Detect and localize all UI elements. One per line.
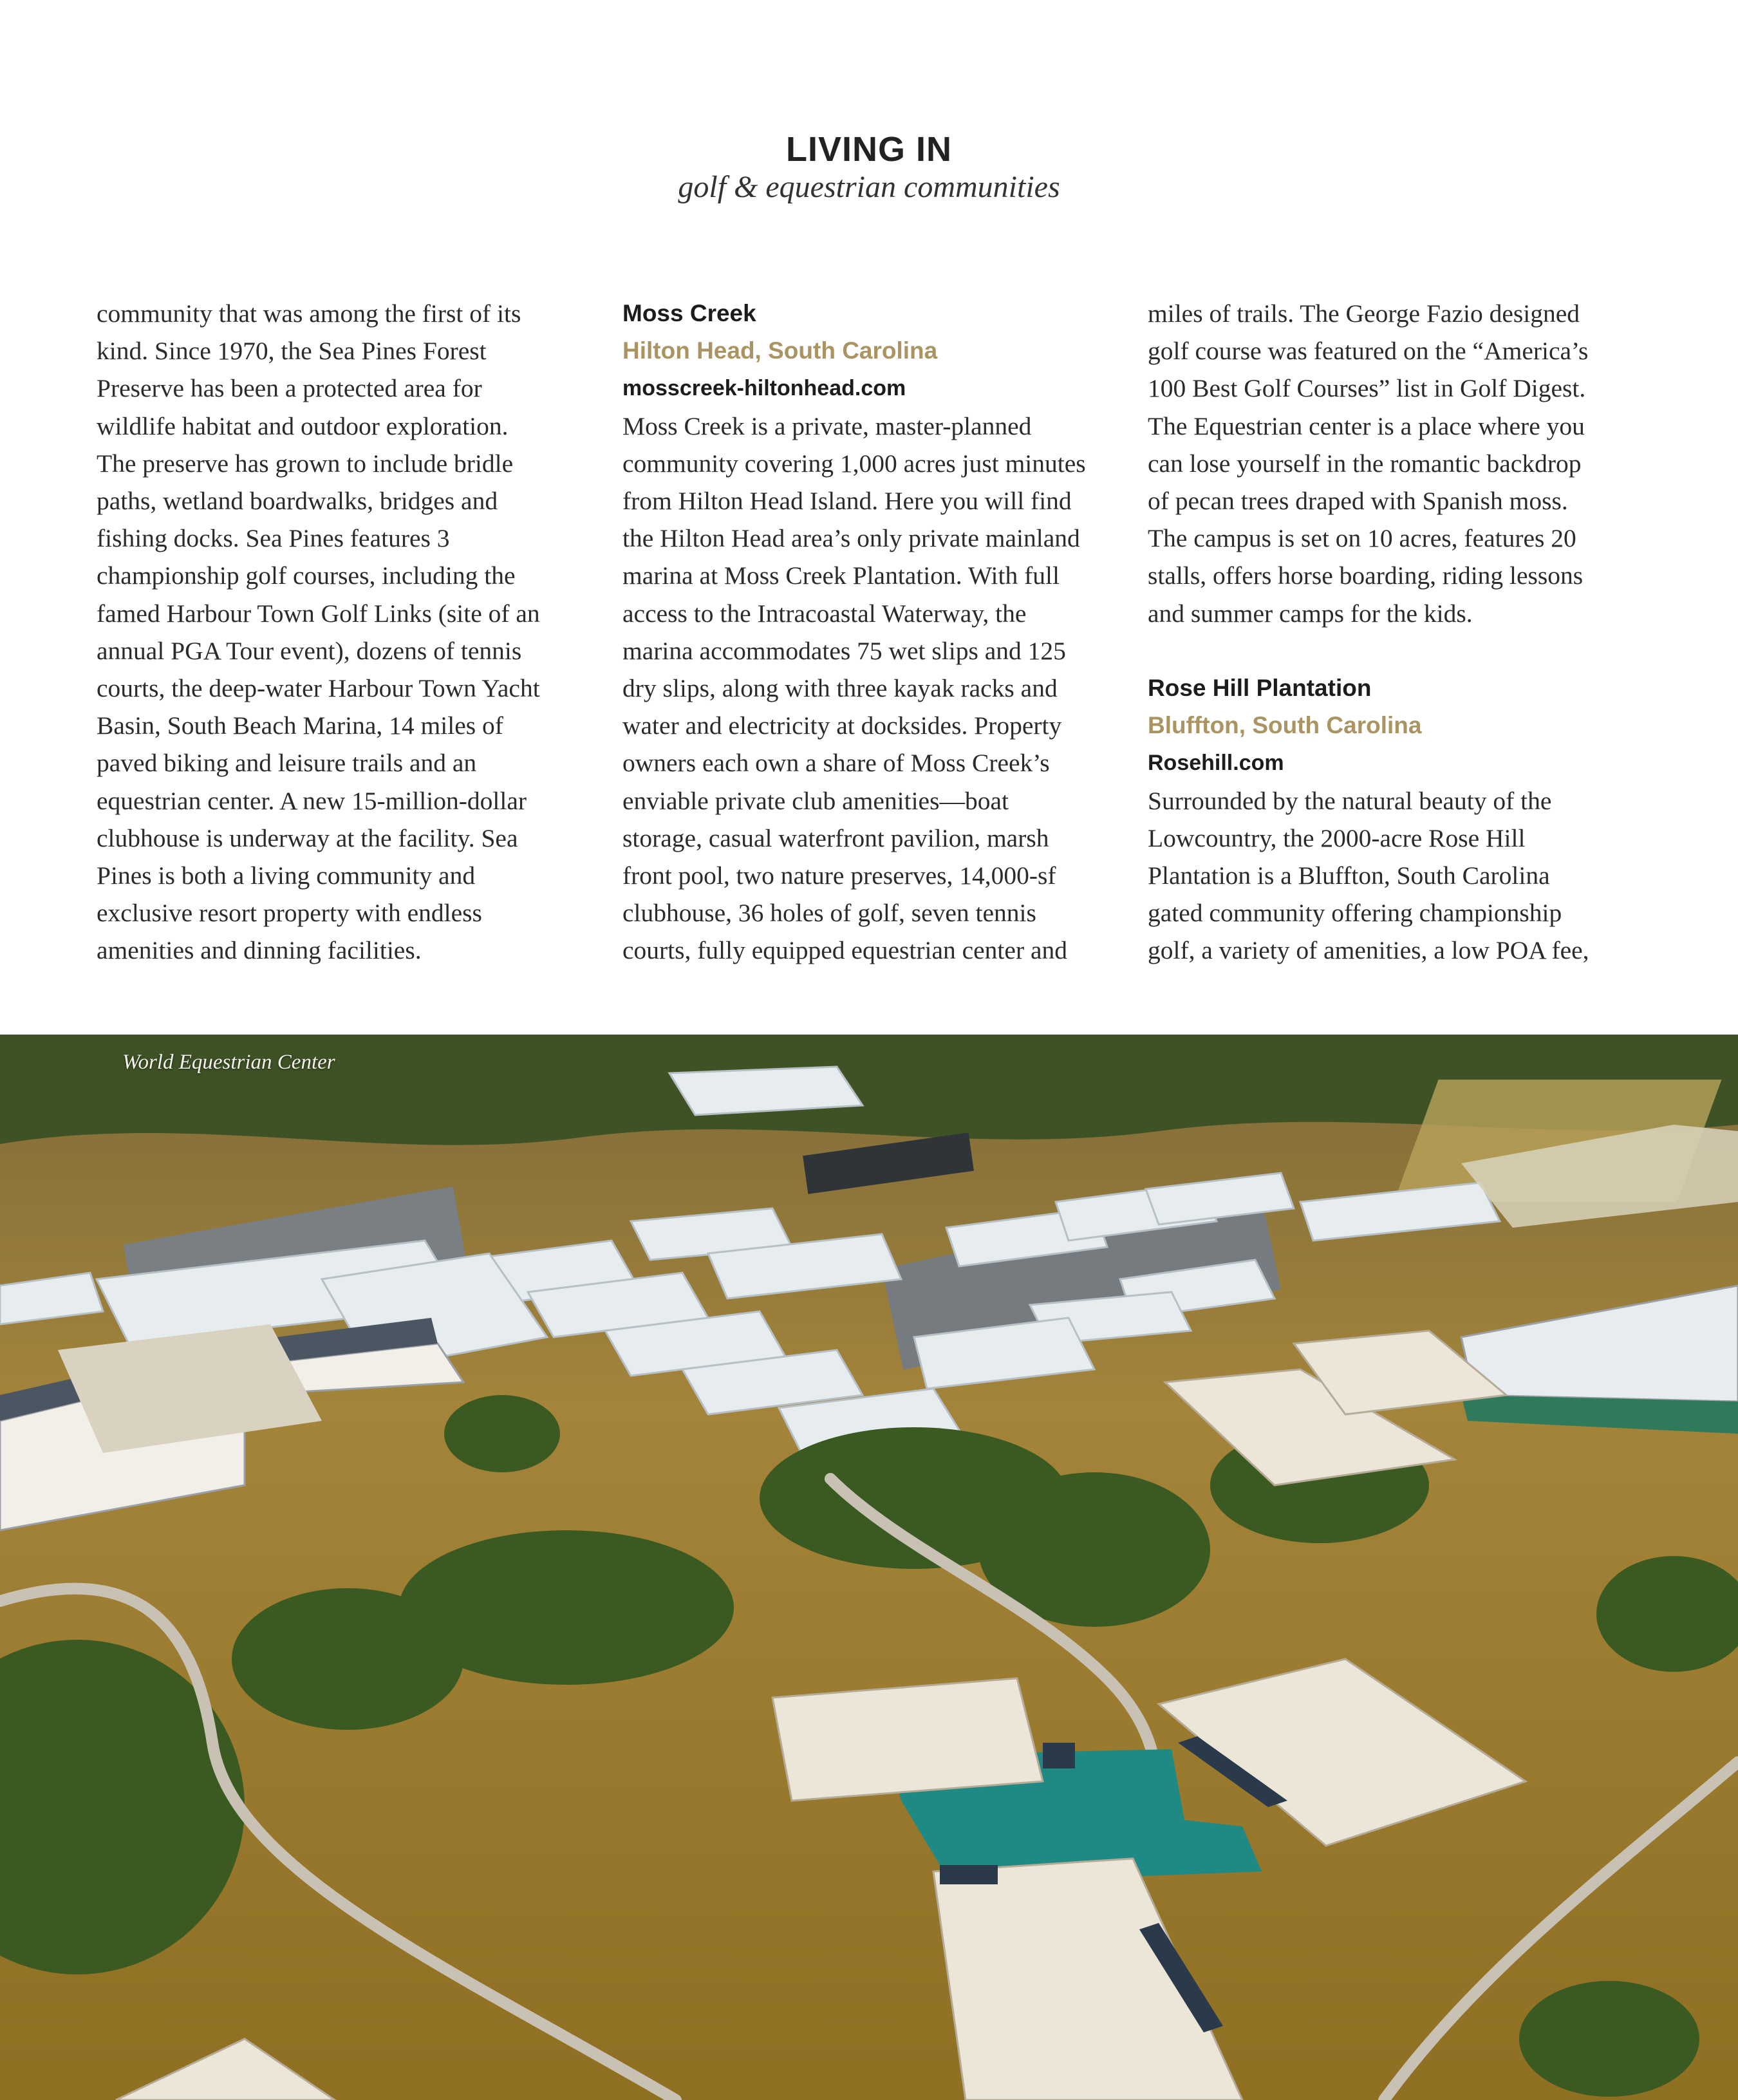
text-line: marina at Moss Creek Plantation. With full (622, 561, 1060, 590)
column-rose-hill (1148, 295, 1643, 970)
text-line: annual PGA Tour event), dozens of tennis (97, 636, 522, 665)
column-moss-creek (622, 295, 1118, 970)
text-line: the Hilton Head area’s only private mainland (622, 524, 1080, 553)
text-line: The preserve has grown to include bridle (97, 449, 514, 478)
text-line: clubhouse is underway at the facility. Sea (97, 823, 518, 852)
text-line: kind. Since 1970, the Sea Pines Forest (97, 337, 487, 366)
text-line: golf, a variety of amenities, a low POA fee, (1148, 936, 1589, 965)
text-line: equestrian center. A new 15-million-dollar (97, 786, 527, 815)
text-line: Lowcountry, the 2000-acre Rose Hill (1148, 823, 1526, 852)
text-line: The Equestrian center is a place where you (1148, 411, 1585, 440)
text-line: Surrounded by the natural beauty of the (1148, 786, 1552, 815)
text-line: marina accommodates 75 wet slips and 125 (622, 636, 1066, 665)
column-sea-pines (97, 295, 592, 970)
text-line: community that was among the first of its (97, 299, 521, 328)
sand-arena (772, 1678, 1043, 1801)
text-line: Moss Creek is a private, master-planned (622, 411, 1032, 440)
text-line: stalls, offers horse boarding, riding lessons (1148, 561, 1584, 590)
community-website-link[interactable]: Rosehill.com (1148, 751, 1284, 776)
text-line: Basin, South Beach Marina, 14 miles of (97, 711, 503, 740)
text-line: storage, casual waterfront pavilion, marsh (622, 823, 1049, 852)
text-line: Preserve has been a protected area for (97, 374, 482, 403)
text-line: 100 Best Golf Courses” list in Golf Digest. (1148, 374, 1586, 403)
pavilion-roof (1043, 1743, 1075, 1768)
text-line: front pool, two nature preserves, 14,000-sf (622, 861, 1056, 890)
text-line: enviable private club amenities—boat (622, 786, 1009, 815)
text-line: from Hilton Head Island. Here you will find (622, 487, 1072, 516)
text-line: paths, wetland boardwalks, bridges and (97, 487, 498, 516)
text-line: paved biking and leisure trails and an (97, 749, 477, 778)
text-line: wildlife habitat and outdoor exploration. (97, 411, 509, 440)
tree-cluster (232, 1588, 463, 1730)
page-header (0, 129, 1738, 206)
text-line: and summer camps for the kids. (1148, 599, 1473, 628)
text-line: famed Harbour Town Golf Links (site of an (97, 599, 540, 628)
page-title: LIVING IN (785, 130, 952, 169)
text-line: Plantation is a Bluffton, South Carolina (1148, 861, 1550, 890)
text-line: gated community offering championship (1148, 899, 1562, 928)
community-name: Moss Creek (622, 300, 756, 326)
text-line: owners each own a share of Moss Creek’s (622, 749, 1050, 778)
text-line: of pecan trees draped with Spanish moss. (1148, 487, 1568, 516)
paragraph-moss-creek-continued (1148, 295, 1643, 632)
text-line: The campus is set on 10 acres, features 20 (1148, 524, 1576, 553)
barn-roof (669, 1067, 863, 1115)
community-website-link[interactable]: mosscreek-hiltonhead.com (622, 376, 906, 401)
community-location: Bluffton, South Carolina (1148, 712, 1422, 739)
text-line: water and electricity at docksides. Property (622, 711, 1062, 740)
photo-caption: World Equestrian Center (122, 1051, 335, 1074)
text-line: can lose yourself in the romantic backdrop (1148, 449, 1582, 478)
paragraph-rose-hill (1148, 782, 1643, 970)
community-location: Hilton Head, South Carolina (622, 337, 938, 364)
tree-cluster (444, 1395, 560, 1472)
text-line: golf course was featured on the “America’s (1148, 337, 1589, 366)
aerial-photo (0, 1035, 1738, 2100)
aerial-photo-illustration (0, 1035, 1738, 2100)
pavilion-roof (940, 1865, 998, 1884)
text-line: Pines is both a living community and (97, 861, 476, 890)
text-line: community covering 1,000 acres just minutes (622, 449, 1086, 478)
page-subtitle: golf & equestrian communities (678, 170, 1060, 204)
text-line: access to the Intracoastal Waterway, the (622, 599, 1027, 628)
text-line: miles of trails. The George Fazio designed (1148, 299, 1580, 328)
text-line: courts, fully equipped equestrian center and (622, 936, 1067, 965)
paragraph-moss-creek (622, 408, 1118, 970)
text-line: fishing docks. Sea Pines features 3 (97, 524, 450, 553)
text-line: dry slips, along with three kayak racks and (622, 674, 1058, 703)
text-line: clubhouse, 36 holes of golf, seven tennis (622, 899, 1036, 928)
community-name: Rose Hill Plantation (1148, 675, 1372, 702)
tree-cluster (1519, 1981, 1699, 2097)
text-line: courts, the deep-water Harbour Town Yacht (97, 674, 540, 703)
text-line: amenities and dinning facilities. (97, 936, 422, 965)
text-line: championship golf courses, including the (97, 561, 516, 590)
paragraph-sea-pines (97, 295, 592, 970)
section-spacer (1148, 632, 1643, 670)
text-line: exclusive resort property with endless (97, 899, 482, 928)
